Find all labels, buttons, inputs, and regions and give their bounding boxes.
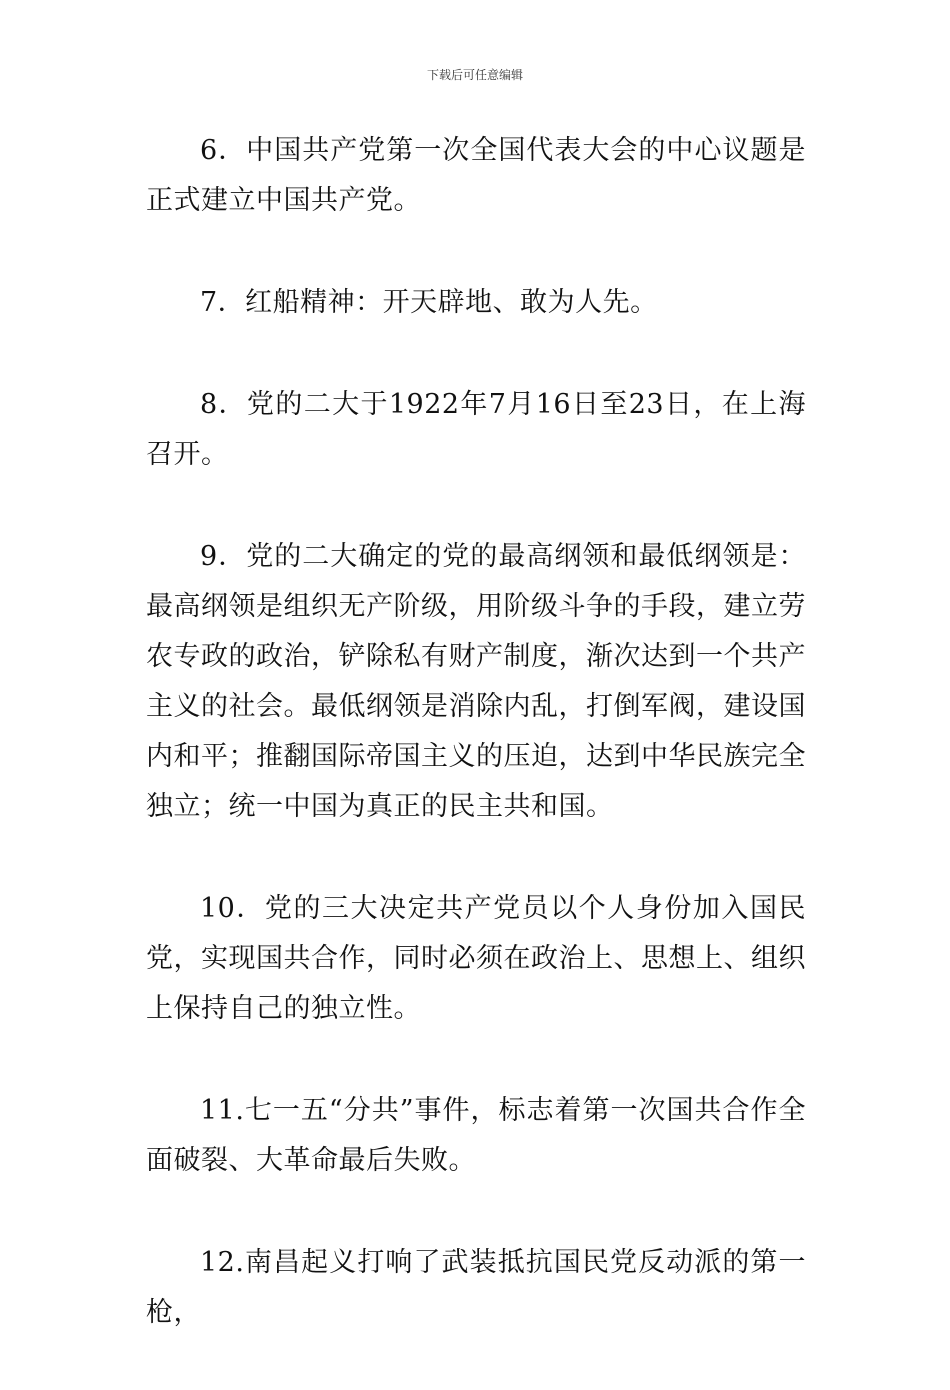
paragraph-10: 10．党的三大决定共产党员以个人身份加入国民党，实现国共合作，同时必须在政治上、思想上、组织上保持自己的独立性。 — [146, 893, 806, 1024]
document-body — [146, 126, 806, 1390]
paragraph-6: 6．中国共产党第一次全国代表大会的中心议题是正式建立中国共产党。 — [146, 135, 806, 216]
header-note: 下载后可任意编辑 — [426, 68, 523, 82]
paragraph-7: 7．红船精神：开天辟地、敢为人先。 — [200, 287, 658, 318]
paragraph-12: 12.南昌起义打响了武装抵抗国民党反动派的第一枪， — [146, 1247, 806, 1328]
paragraph-11: 11.七一五“分共”事件，标志着第一次国共合作全面破裂、大革命最后失败。 — [146, 1095, 806, 1176]
paragraph-9: 9．党的二大确定的党的最高纲领和最低纲领是：最高纲领是组织无产阶级，用阶级斗争的手段，建立劳农专政的政治，铲除私有财产制度，渐次达到一个共产主义的社会。最低纲领是消除内乱，打倒军阀，建设国内和平；推翻国际帝国主义的压迫，达到中华民族完全独立；统一中国为真正的民主共和国。 — [146, 541, 806, 822]
paragraph-8: 8．党的二大于1922年7月16日至23日，在上海召开。 — [146, 389, 806, 470]
